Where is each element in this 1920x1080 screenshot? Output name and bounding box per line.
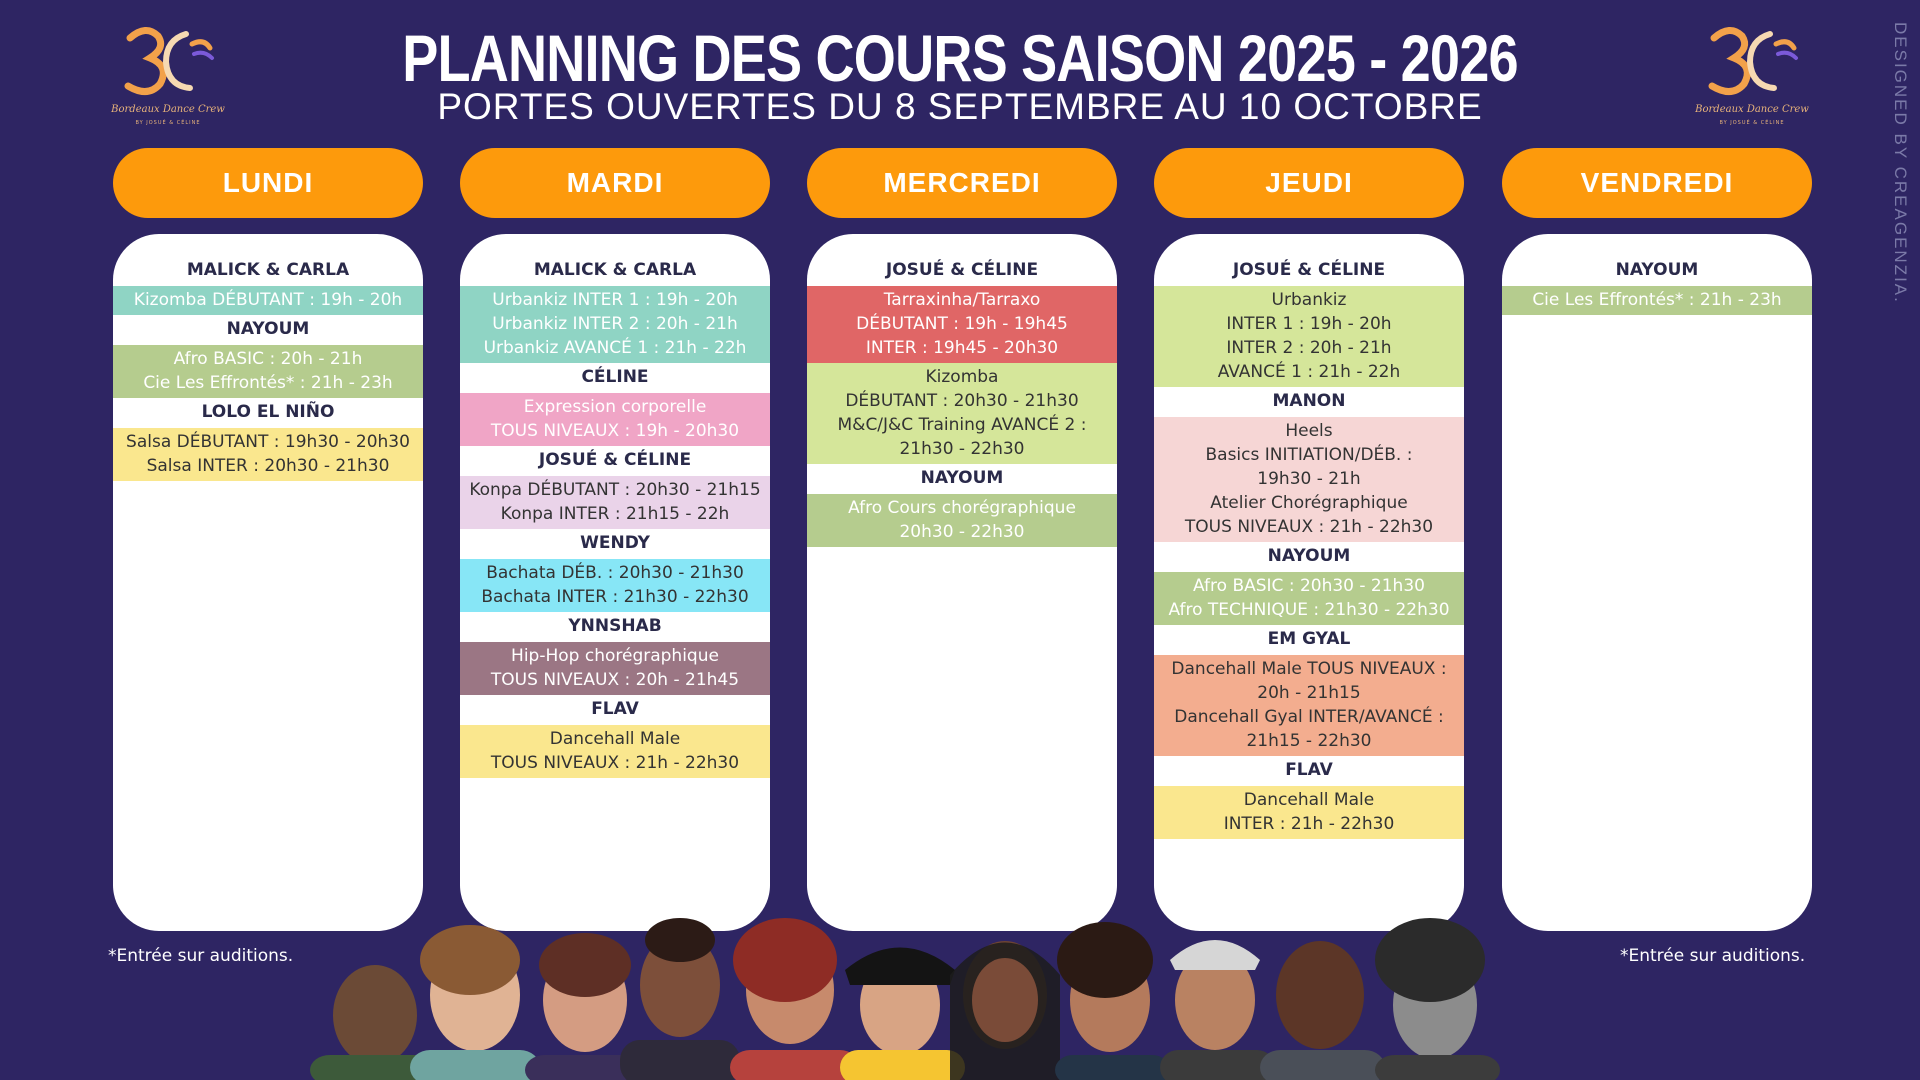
course-line: Tarraxinha/Tarraxo [883, 290, 1041, 310]
course-line: 20h30 - 22h30 [899, 522, 1025, 542]
teacher-name: JOSUÉ & CÉLINE [885, 260, 1039, 280]
teacher-photo [840, 948, 965, 1080]
course-block [1154, 286, 1464, 387]
course-line: AVANCÉ 1 : 21h - 22h [1217, 362, 1401, 382]
teacher-name: FLAV [1285, 760, 1333, 780]
course-line: Afro Cours chorégraphique [848, 498, 1076, 518]
teacher-photo [1375, 918, 1500, 1080]
course-block [1154, 655, 1464, 756]
teacher-name: NAYOUM [1267, 546, 1351, 566]
teacher-name: EM GYAL [1267, 629, 1351, 649]
course-line: Kizomba DÉBUTANT : 19h - 20h [133, 290, 403, 310]
logo-byline: BY JOSUÉ & CÉLINE [135, 120, 201, 126]
course-block [1502, 286, 1812, 315]
course-line: TOUS NIVEAUX : 19h - 20h30 [490, 421, 740, 441]
course-line: Urbankiz AVANCÉ 1 : 21h - 22h [483, 338, 747, 358]
course-line: Hip-Hop chorégraphique [511, 646, 719, 666]
course-block [1154, 786, 1464, 839]
day-column-jeudi [1154, 234, 1464, 931]
course-line: Bachata INTER : 21h30 - 22h30 [481, 587, 749, 607]
teacher-photo [1260, 941, 1385, 1080]
course-line: DÉBUTANT : 19h - 19h45 [856, 314, 1068, 334]
course-block [460, 725, 770, 778]
day-header-jeudi: JEUDI [1154, 148, 1464, 218]
footnote-right: *Entrée sur auditions. [1620, 946, 1806, 966]
course-line: TOUS NIVEAUX : 21h - 22h30 [1184, 517, 1434, 537]
course-block [113, 428, 423, 481]
course-line: Kizomba [925, 367, 999, 387]
course-line: Dancehall Male TOUS NIVEAUX : [1171, 659, 1447, 679]
teacher-name: NAYOUM [1615, 260, 1699, 280]
course-block [460, 559, 770, 612]
course-line: Konpa DÉBUTANT : 20h30 - 21h15 [469, 480, 761, 500]
teacher-photo [410, 925, 540, 1080]
course-block [807, 494, 1117, 547]
course-block [807, 363, 1117, 464]
teacher-name: CÉLINE [581, 367, 649, 387]
course-line: Basics INITIATION/DÉB. : [1205, 445, 1413, 465]
course-line: Salsa DÉBUTANT : 19h30 - 20h30 [126, 432, 410, 452]
day-column-lundi [113, 234, 423, 931]
teacher-photo [1055, 922, 1170, 1080]
course-block [460, 286, 770, 363]
teacher-photo [1160, 940, 1275, 1080]
teacher-name: MALICK & CARLA [186, 260, 350, 280]
logo-byline: BY JOSUÉ & CÉLINE [1719, 120, 1785, 126]
teacher-name: FLAV [591, 699, 639, 719]
teacher-photo [950, 941, 1060, 1080]
day-header-lundi: LUNDI [113, 148, 423, 218]
teacher-name: MALICK & CARLA [533, 260, 697, 280]
teacher-name: JOSUÉ & CÉLINE [1232, 260, 1386, 280]
course-line: Heels [1285, 421, 1333, 441]
day-column-mardi [460, 234, 770, 931]
course-block [460, 642, 770, 695]
teacher-name: JOSUÉ & CÉLINE [538, 450, 692, 470]
course-block [113, 286, 423, 315]
course-line: Dancehall Gyal INTER/AVANCÉ : [1174, 707, 1444, 727]
page-subtitle: PORTES OUVERTES DU 8 SEPTEMBRE AU 10 OCTOBRE [437, 86, 1483, 127]
footnote-left: *Entrée sur auditions. [108, 946, 294, 966]
course-line: Salsa INTER : 20h30 - 21h30 [146, 456, 390, 476]
course-line: Konpa INTER : 21h15 - 22h [500, 504, 730, 524]
course-block [1154, 417, 1464, 542]
course-line: DÉBUTANT : 20h30 - 21h30 [845, 391, 1079, 411]
teacher-name: MANON [1272, 391, 1346, 411]
course-line: 21h30 - 22h30 [899, 439, 1025, 459]
day-column-vendredi [1502, 234, 1812, 931]
course-block [460, 393, 770, 446]
teacher-name: LOLO EL NIÑO [201, 402, 335, 422]
logo-script-text: Bordeaux Dance Crew [111, 104, 225, 115]
teacher-name: NAYOUM [226, 319, 310, 339]
day-header-vendredi: VENDREDI [1502, 148, 1812, 218]
course-line: Urbankiz INTER 1 : 19h - 20h [492, 290, 738, 310]
day-column-mercredi [807, 234, 1117, 931]
course-line: Dancehall Male [1243, 790, 1375, 810]
teacher-name: YNNSHAB [568, 616, 662, 636]
course-line: Afro TECHNIQUE : 21h30 - 22h30 [1168, 600, 1450, 620]
course-line: INTER 1 : 19h - 20h [1226, 314, 1392, 334]
course-line: Atelier Chorégraphique [1210, 493, 1408, 513]
course-line: Dancehall Male [549, 729, 681, 749]
logo-script-text: Bordeaux Dance Crew [1695, 104, 1809, 115]
teacher-photo [730, 918, 860, 1080]
course-line: M&C/J&C Training AVANCÉ 2 : [837, 415, 1087, 435]
course-block [113, 345, 423, 398]
course-line: 21h15 - 22h30 [1246, 731, 1372, 751]
course-line: Afro BASIC : 20h30 - 21h30 [1193, 576, 1425, 596]
course-line: Expression corporelle [523, 397, 707, 417]
course-line: INTER : 21h - 22h30 [1223, 814, 1395, 834]
course-line: Bachata DÉB. : 20h30 - 21h30 [486, 563, 744, 583]
page-title: PLANNING DES COURS SAISON 2025 - 2026 [402, 21, 1518, 95]
teacher-photo [620, 918, 740, 1080]
course-block [1154, 572, 1464, 625]
course-block [807, 286, 1117, 363]
course-line: Afro BASIC : 20h - 21h [173, 349, 363, 369]
course-line: Urbankiz INTER 2 : 20h - 21h [492, 314, 738, 334]
course-line: 19h30 - 21h [1257, 469, 1361, 489]
course-line: INTER 2 : 20h - 21h [1226, 338, 1392, 358]
course-line: Urbankiz [1271, 290, 1347, 310]
course-block [460, 476, 770, 529]
course-line: 20h - 21h15 [1257, 683, 1361, 703]
course-line: Cie Les Effrontés* : 21h - 23h [143, 373, 393, 393]
teacher-name: NAYOUM [920, 468, 1004, 488]
day-header-mercredi: MERCREDI [807, 148, 1117, 218]
designer-credit: DESIGNED BY CREAGENZIA. [1891, 22, 1910, 304]
teacher-name: WENDY [580, 533, 650, 553]
course-line: INTER : 19h45 - 20h30 [865, 338, 1059, 358]
teachers-photo-strip [300, 915, 1640, 1080]
course-line: Cie Les Effrontés* : 21h - 23h [1532, 290, 1782, 310]
course-line: TOUS NIVEAUX : 21h - 22h30 [490, 753, 740, 773]
day-header-mardi: MARDI [460, 148, 770, 218]
course-line: TOUS NIVEAUX : 20h - 21h45 [490, 670, 740, 690]
